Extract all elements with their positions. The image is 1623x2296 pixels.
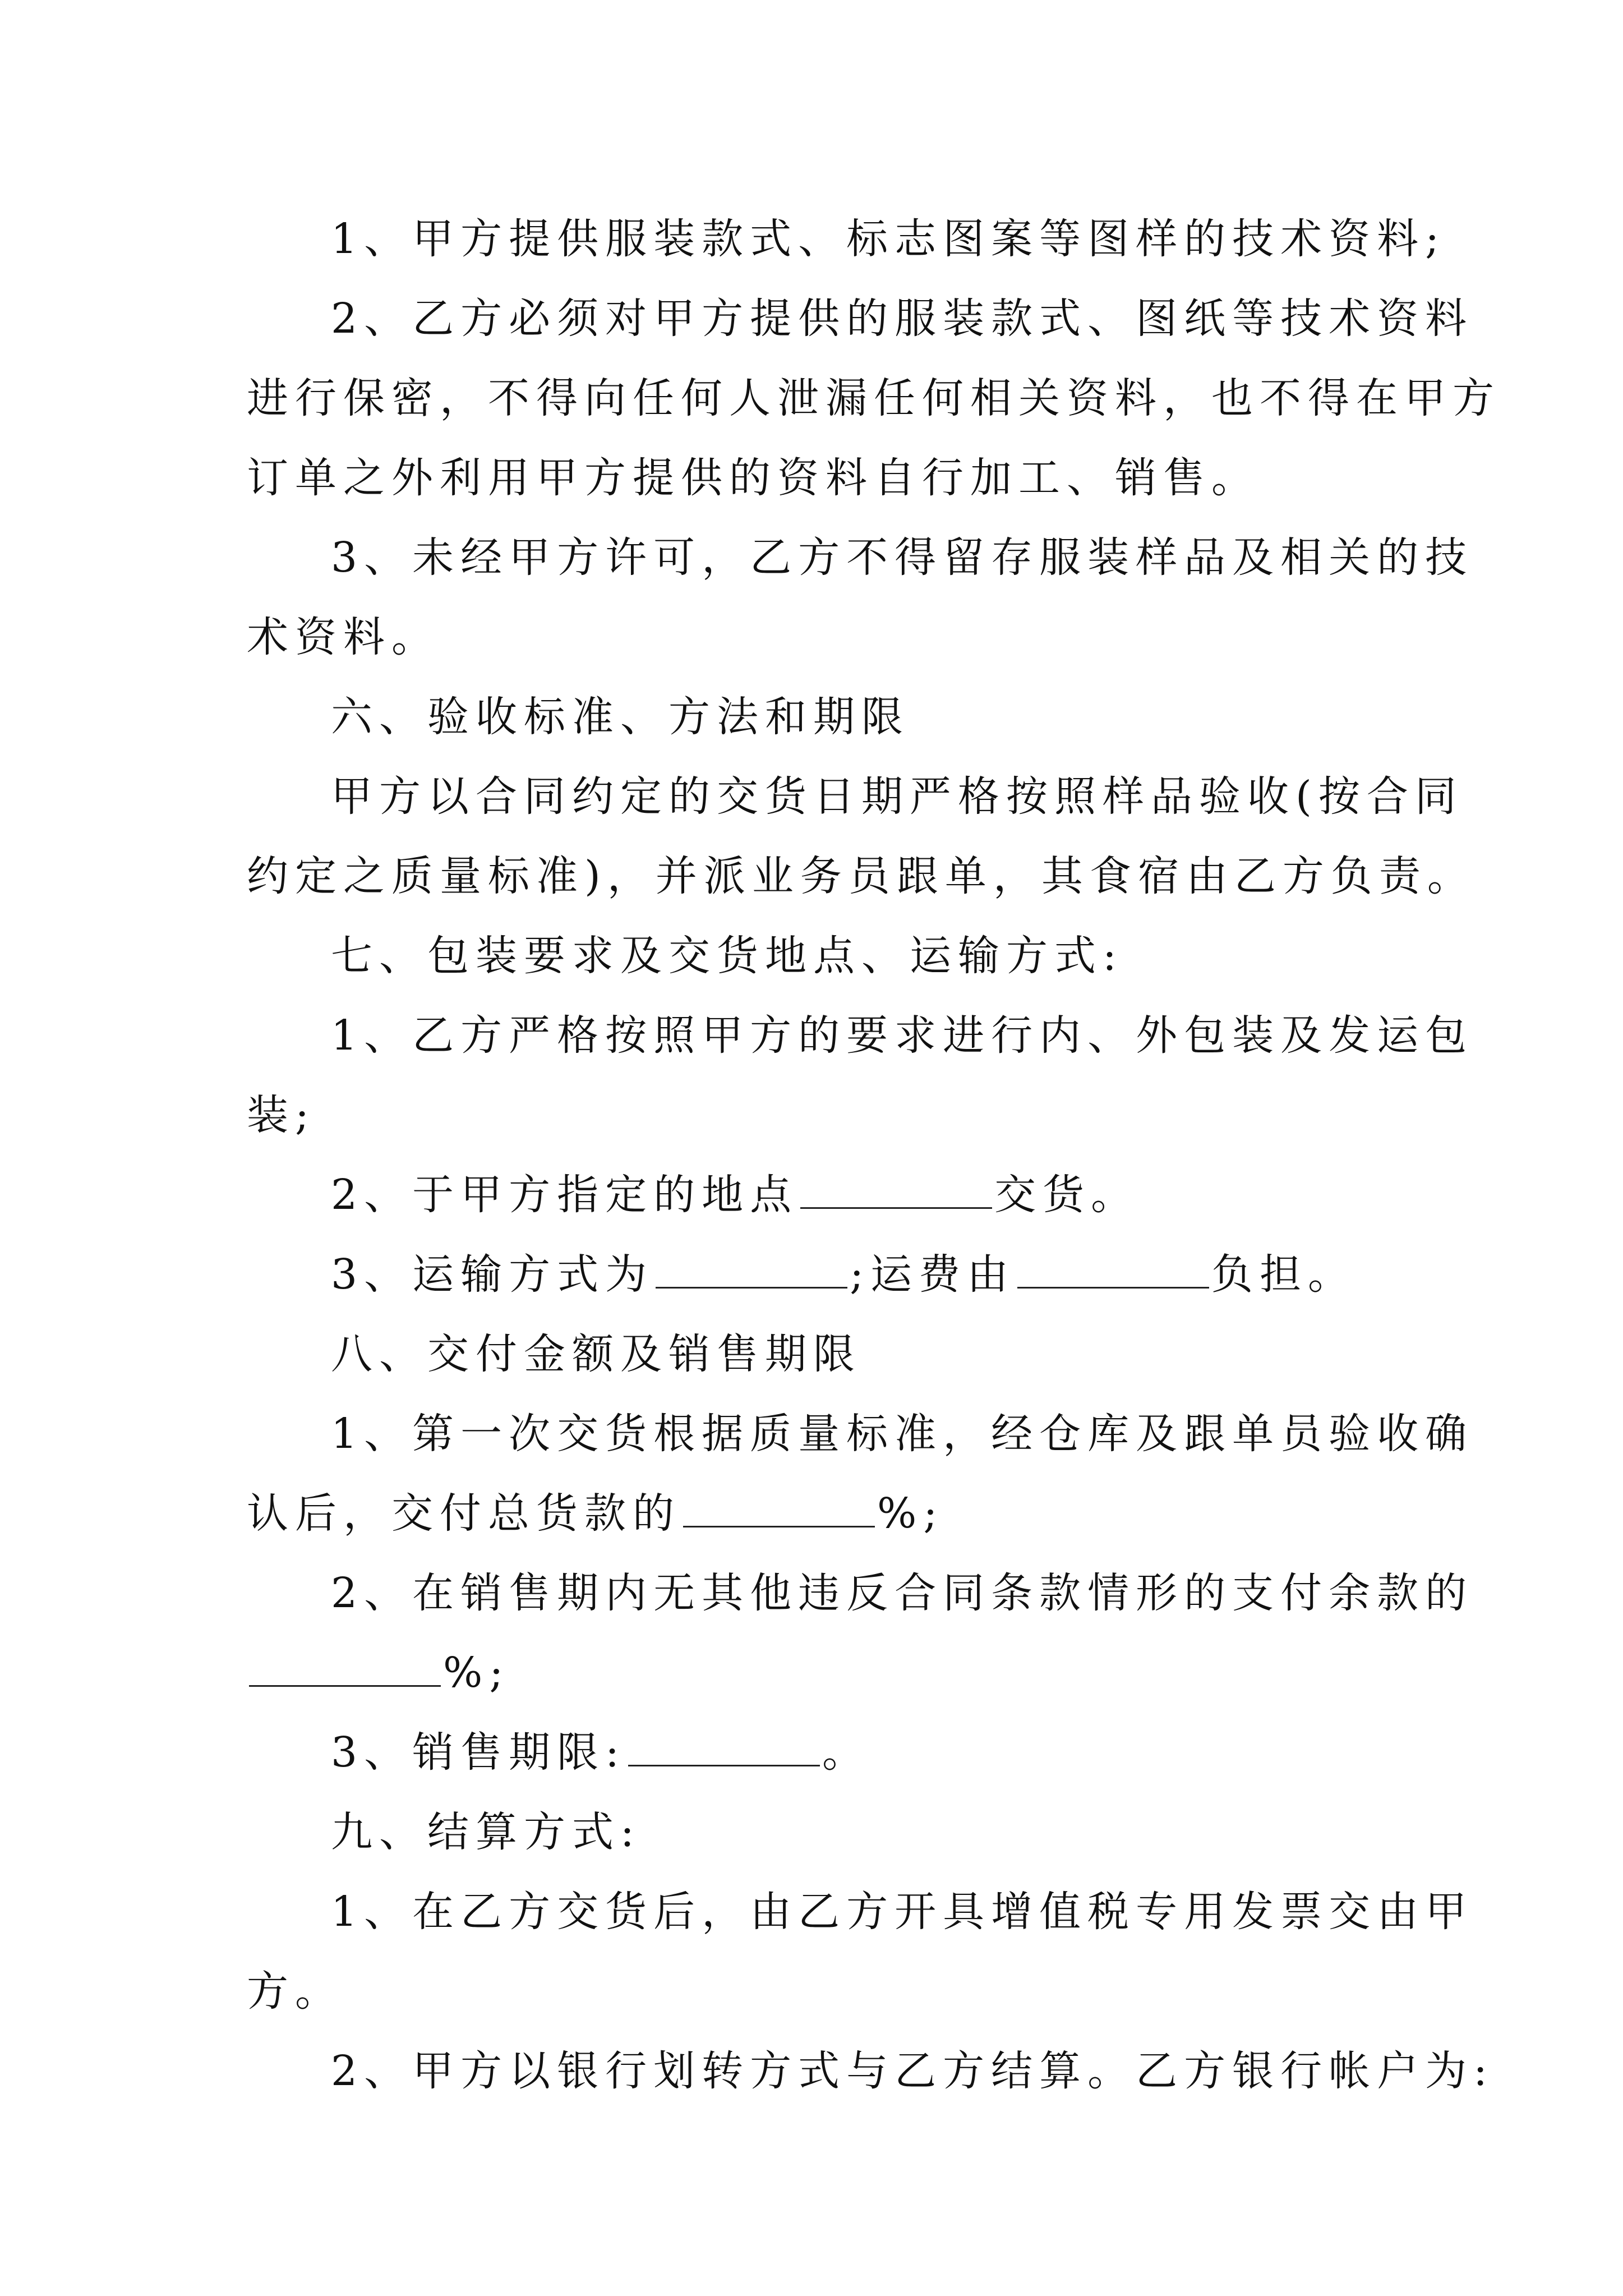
clause-9-1-line2: 方。: [247, 1967, 343, 2016]
clause-5-2-line1: 2、乙方必须对甲方提供的服装款式、图纸等技术资料: [331, 295, 1474, 343]
section-8-heading: 八、交付金额及销售期限: [331, 1330, 861, 1378]
clause-5-1: 1、甲方提供服装款式、标志图案等图样的技术资料;: [331, 215, 1446, 263]
sales-period-blank: [628, 1731, 820, 1766]
clause-8-1-line1: 1、第一次交货根据质量标准，经仓库及跟单员验收确: [331, 1410, 1474, 1458]
clause-5-2-line3: 订单之外利用甲方提供的资料自行加工、销售。: [247, 454, 1260, 502]
clause-8-2-line1: 2、在销售期内无其他违反合同条款情形的支付余款的: [331, 1569, 1474, 1617]
clause-7-3-mid: ;运费由: [850, 1250, 1016, 1299]
clause-8-1-suffix: %;: [877, 1489, 944, 1538]
clause-5-3-line2: 术资料。: [247, 613, 440, 661]
first-payment-percent-blank: [683, 1492, 875, 1527]
clause-7-3-suffix: 负担。: [1211, 1250, 1357, 1299]
clause-9-2: 2、甲方以银行划转方式与乙方结算。乙方银行帐户为:: [331, 2047, 1495, 2095]
clause-9-1-line1: 1、在乙方交货后，由乙方开具增值税专用发票交由甲: [331, 1888, 1474, 1936]
clause-8-3-prefix: 3、销售期限:: [331, 1728, 626, 1777]
section-7-heading: 七、包装要求及交货地点、运输方式:: [331, 932, 1123, 980]
clause-7-1-line2: 装;: [247, 1091, 316, 1139]
delivery-location-blank: [800, 1174, 992, 1209]
balance-percent-blank: [249, 1651, 441, 1687]
clause-5-2-line2: 进行保密，不得向任何人泄漏任何相关资料，也不得在甲方: [247, 374, 1501, 422]
transport-mode-blank: [656, 1253, 847, 1289]
clause-7-3: [331, 1248, 1356, 1301]
clause-8-1-prefix: 认后，交付总货款的: [247, 1489, 681, 1538]
clause-7-3-prefix: 3、运输方式为: [331, 1250, 654, 1299]
section-9-heading: 九、结算方式:: [331, 1808, 641, 1856]
clause-7-2: [331, 1168, 1139, 1222]
clause-8-2-line2: [247, 1646, 510, 1700]
section-6-para-line2: 约定之质量标准)，并派业务员跟单，其食宿由乙方负责。: [247, 852, 1476, 900]
clause-8-1-line2: [247, 1487, 944, 1540]
clause-7-1-line1: 1、乙方严格按照甲方的要求进行内、外包装及发运包: [331, 1011, 1474, 1060]
clause-8-3: [331, 1726, 870, 1779]
clause-7-2-suffix: 交货。: [994, 1171, 1140, 1219]
clause-5-3-line1: 3、未经甲方许可，乙方不得留存服装样品及相关的技: [331, 533, 1474, 582]
clause-8-3-suffix: 。: [822, 1728, 871, 1777]
section-6-para-line1: 甲方以合同约定的交货日期严格按照样品验收(按合同: [331, 772, 1463, 821]
section-6-heading: 六、验收标准、方法和期限: [331, 693, 910, 741]
clause-7-2-prefix: 2、于甲方指定的地点: [331, 1171, 799, 1219]
clause-8-2-suffix: %;: [443, 1649, 510, 1697]
freight-payer-blank: [1017, 1253, 1209, 1289]
